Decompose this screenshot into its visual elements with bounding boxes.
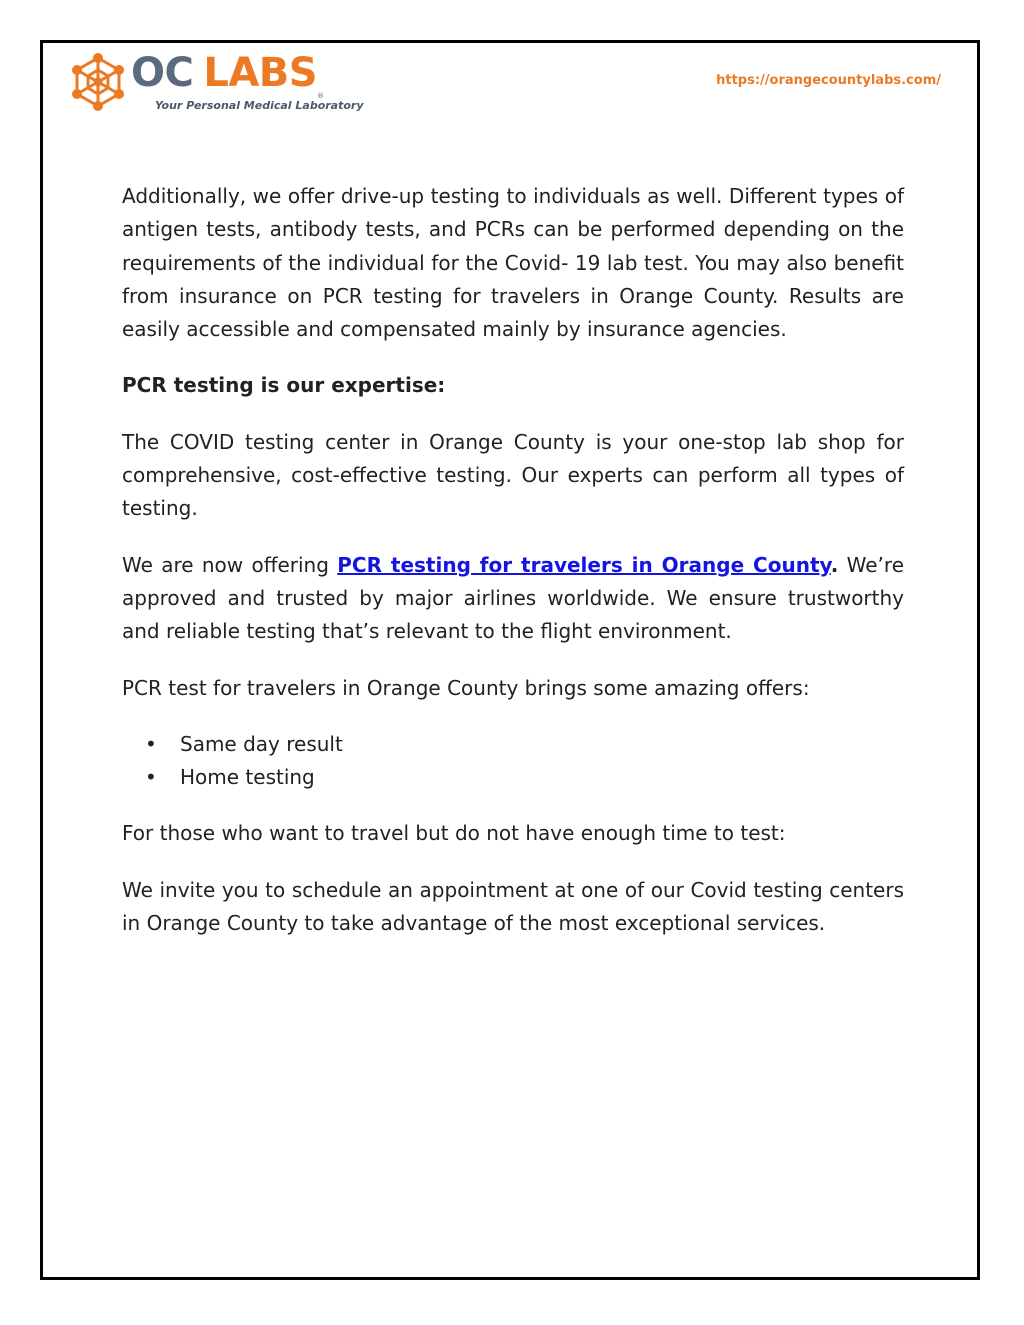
paragraph-offers-intro: PCR test for travelers in Orange County brings some amazing offers: bbox=[122, 675, 810, 700]
travel-offering-prefix: We are now offering bbox=[122, 552, 338, 577]
logo-oc-text: OC bbox=[131, 50, 194, 96]
article-body bbox=[122, 180, 904, 963]
logo-wordmark bbox=[131, 50, 318, 96]
paragraph-invite: We invite you to schedule an appointment at one of our Covid testing centers in Orange County to take advantage of the most exceptional services. bbox=[122, 877, 904, 936]
site-url-link[interactable]: https://orangecountylabs.com/ bbox=[716, 73, 941, 88]
offers-list bbox=[122, 728, 904, 795]
molecule-network-icon bbox=[67, 51, 129, 113]
logo-labs-text: LABS bbox=[203, 50, 318, 96]
paragraph-testing-center: The COVID testing center in Orange County is your one-stop lab shop for comprehensive, cost-effective testing. Our experts can perform all types of testing. bbox=[122, 429, 904, 521]
bullet: • bbox=[145, 731, 157, 756]
list-item bbox=[122, 761, 904, 794]
paragraph-no-time: For those who want to travel but do not have enough time to test: bbox=[122, 821, 786, 846]
section-heading: PCR testing is our expertise: bbox=[122, 373, 446, 398]
offer-label: Same day result bbox=[180, 731, 343, 756]
offer-label: Home testing bbox=[180, 765, 315, 790]
travel-offering-suffix: We’re approved and trusted by major airlines worldwide. We ensure trustworthy and reliable testing that’s relevant to the flight environment. bbox=[122, 552, 904, 644]
registered-mark: ® bbox=[317, 92, 324, 100]
paragraph-drive-up-testing: Additionally, we offer drive-up testing to individuals as well. Different types of antigen tests, antibody tests, and PCRs can be performed depending on the requirements of the individual for the Covid- 19 lab test. You may also benefit from insurance on PCR testing for travelers in Orange County. Results are easily accessible and compensated mainly by insurance agencies. bbox=[122, 184, 904, 342]
link-period: . bbox=[830, 552, 839, 577]
page-frame bbox=[40, 40, 980, 1280]
paragraph-travel-offering bbox=[122, 549, 904, 649]
list-item bbox=[122, 728, 904, 761]
logo-tagline: Your Personal Medical Laboratory bbox=[155, 99, 364, 112]
pcr-travelers-link[interactable]: PCR testing for travelers in Orange County bbox=[337, 552, 831, 577]
bullet: • bbox=[145, 765, 157, 790]
oc-labs-logo[interactable] bbox=[67, 50, 364, 117]
